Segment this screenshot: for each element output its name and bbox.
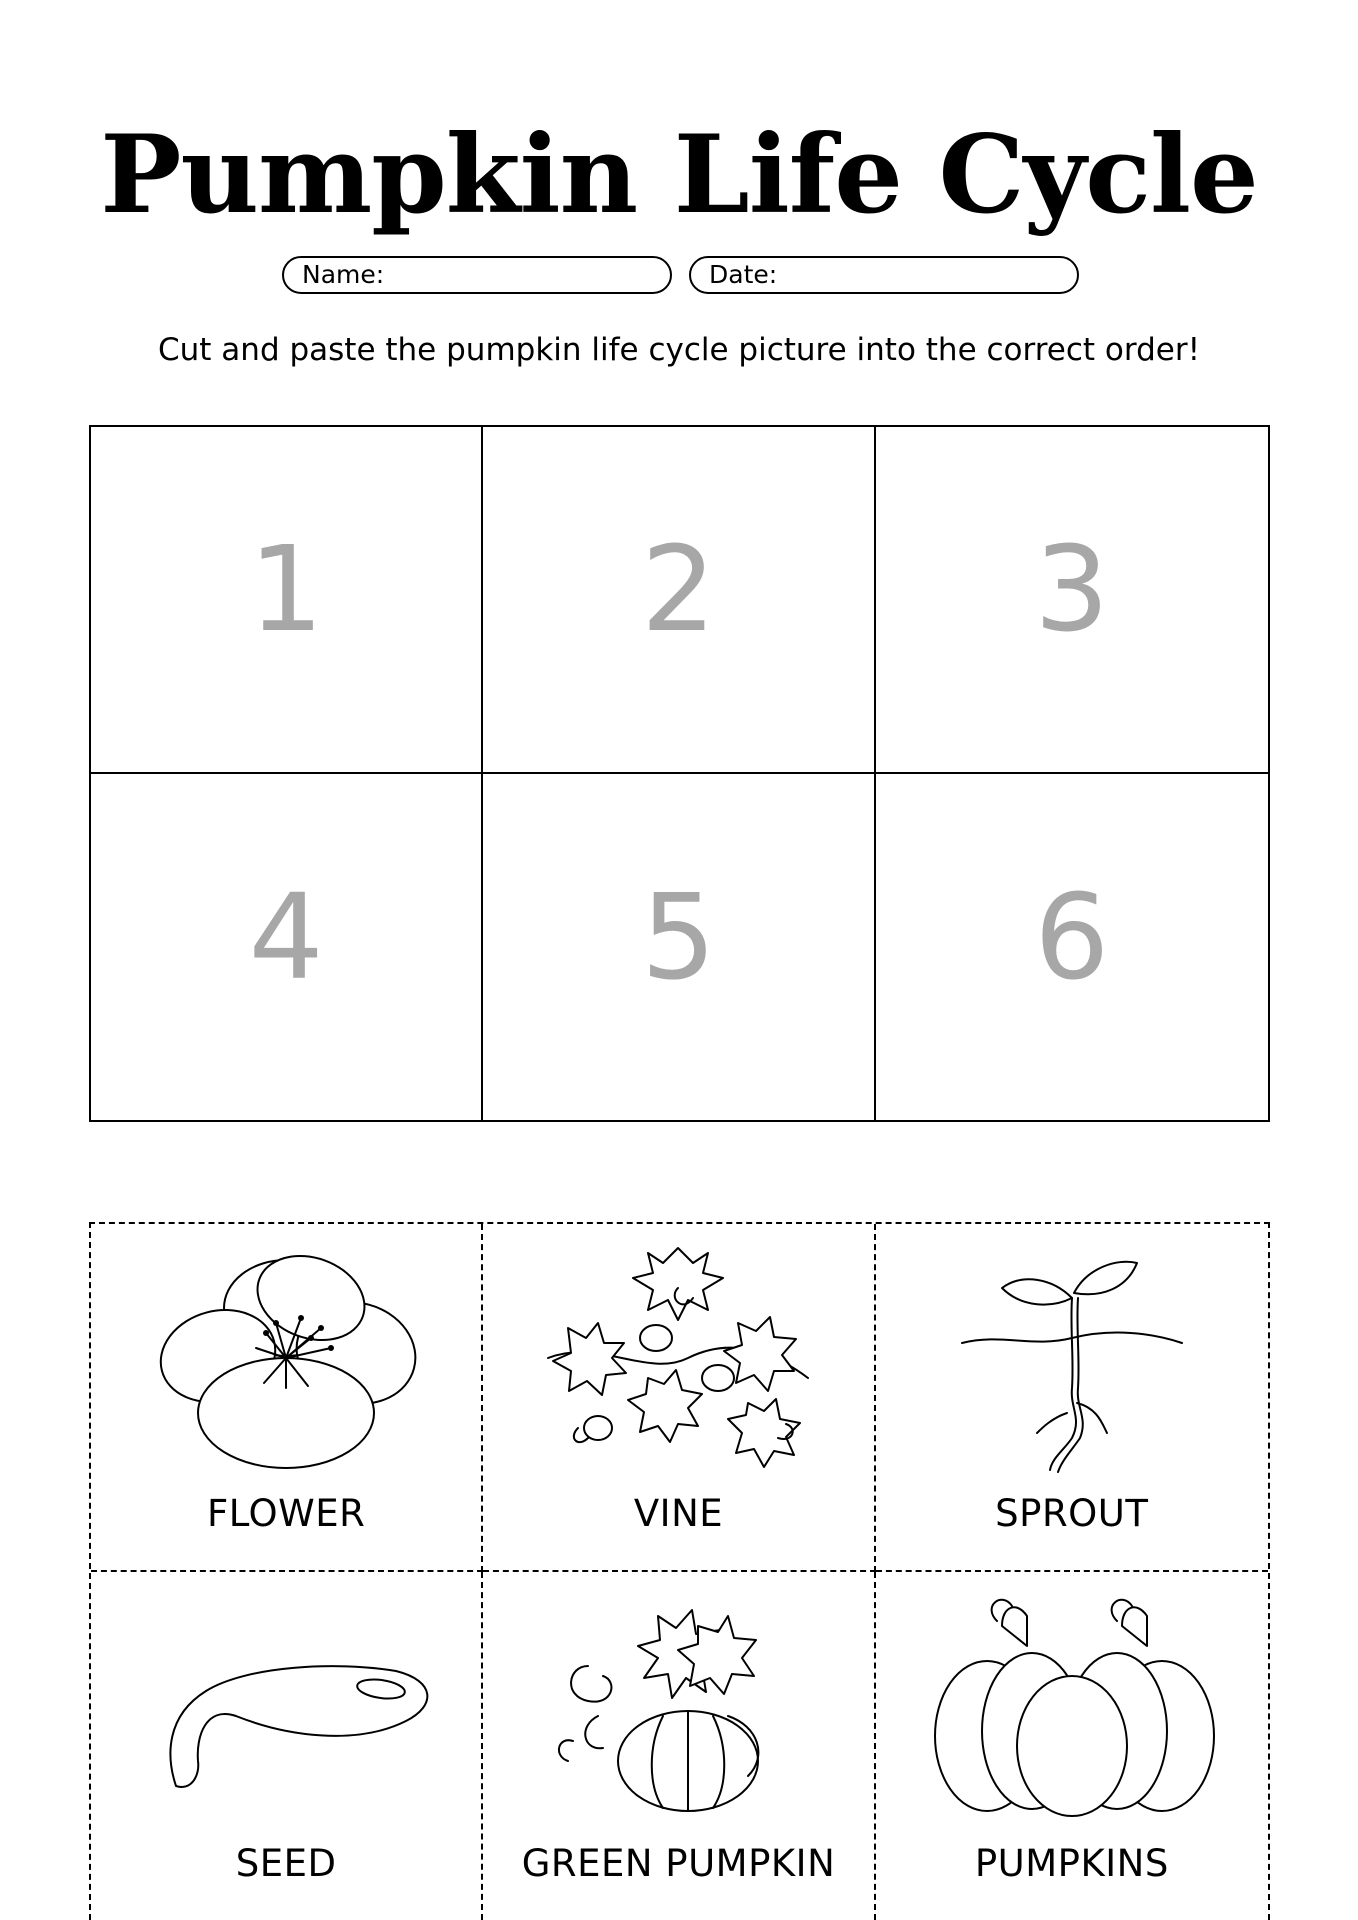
slot-number: 2 xyxy=(640,520,717,659)
answer-slot-5[interactable] xyxy=(483,774,875,1121)
cutout-cards xyxy=(89,1222,1270,1920)
slot-number: 1 xyxy=(248,520,324,659)
answer-slot-3[interactable] xyxy=(876,427,1268,774)
green-pumpkin-icon xyxy=(528,1586,828,1826)
slot-number: 6 xyxy=(1034,867,1110,1006)
card-green-pumpkin[interactable] xyxy=(483,1572,875,1920)
answer-slot-6[interactable] xyxy=(876,774,1268,1121)
card-label: VINE xyxy=(633,1492,724,1535)
answer-slot-2[interactable] xyxy=(483,427,875,774)
instruction-text: Cut and paste the pumpkin life cycle picture into the correct order! xyxy=(158,332,1200,368)
date-field[interactable]: Date: xyxy=(689,256,1079,294)
flower-icon xyxy=(136,1238,436,1478)
card-seed[interactable] xyxy=(91,1572,483,1920)
slot-number: 5 xyxy=(640,867,717,1006)
answer-slot-1[interactable] xyxy=(91,427,483,774)
card-label: FLOWER xyxy=(206,1492,366,1535)
vine-icon xyxy=(528,1238,828,1478)
card-label: GREEN PUMPKIN xyxy=(521,1842,836,1885)
card-vine[interactable] xyxy=(483,1224,875,1572)
sprout-icon xyxy=(922,1238,1222,1478)
slot-number: 3 xyxy=(1034,520,1110,659)
card-label: PUMPKINS xyxy=(974,1842,1169,1885)
card-sprout[interactable] xyxy=(876,1224,1268,1572)
answer-grid xyxy=(89,425,1270,1122)
name-field[interactable]: Name: xyxy=(282,256,672,294)
card-label: SEED xyxy=(235,1842,337,1885)
slot-number: 4 xyxy=(248,867,324,1006)
page-title: Pumpkin Life Cycle xyxy=(100,112,1258,238)
card-label: SPROUT xyxy=(995,1492,1149,1535)
answer-slot-4[interactable] xyxy=(91,774,483,1121)
pumpkins-icon xyxy=(922,1586,1222,1826)
card-flower[interactable] xyxy=(91,1224,483,1572)
seed-icon xyxy=(136,1586,436,1826)
card-pumpkins[interactable] xyxy=(876,1572,1268,1920)
